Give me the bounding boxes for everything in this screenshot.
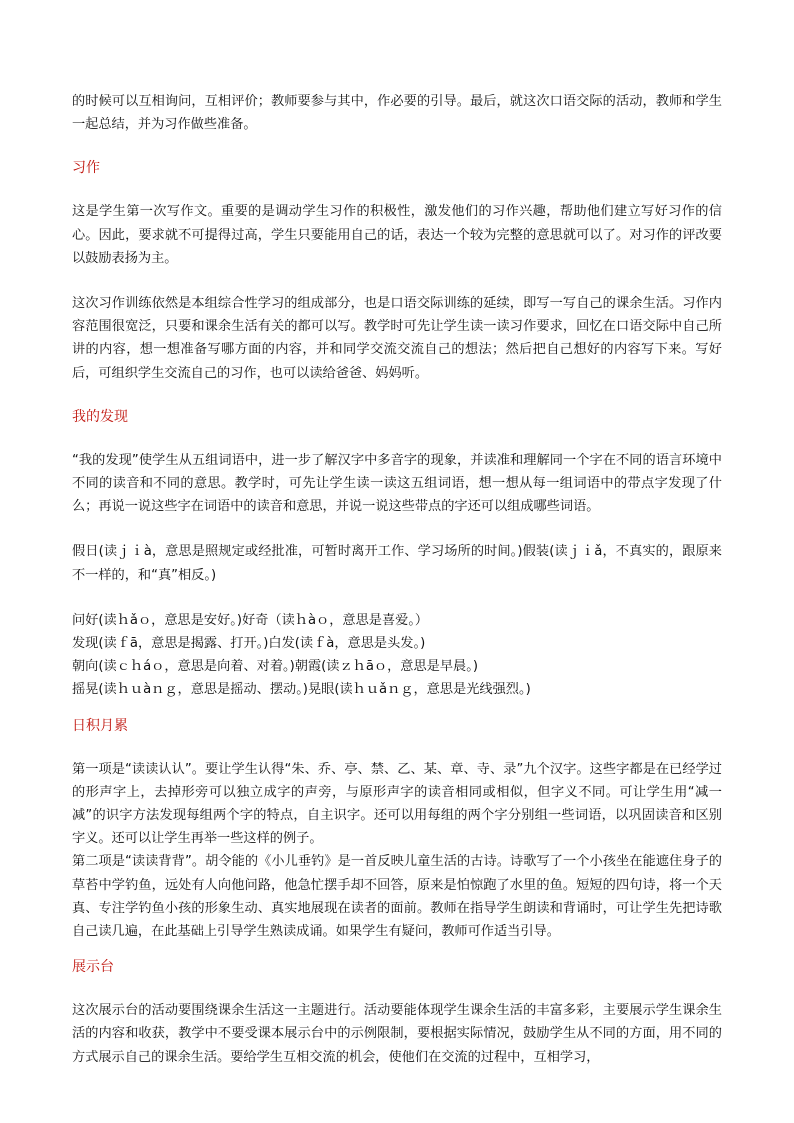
pronunciation-line: 摇晃(读ｈｕàｎｇ，意思是摇动、摆动。)晃眼(读ｈｕǎｎｇ，意思是光线强烈。) (72, 682, 531, 698)
paragraph: 这是学生第一次写作文。重要的是调动学生习作的积极性，激发他们的习作兴趣，帮助他们建立写好习作的信心。因此，要求就不可提得过高，学生只要能用自己的话，表达一个较为完整的意思就可以了。对习作的评改要以鼓励表扬为主。 (72, 204, 722, 266)
section-heading-my-discovery: 我的发现 (72, 408, 128, 425)
paragraph: 这次展示台的活动要围绕课余生活这一主题进行。活动要能体现学生课余生活的丰富多彩，主要展示学生课余生活的内容和收获，教学中不要受课本展示台中的示例限制，要根据实际情况，鼓励学生从不同的方面，用不同的方式展示自己的课余生活。要给学生互相交流的机会，使他们在交流的过程中，互相学习， (72, 1003, 722, 1065)
document-page (72, 90, 722, 1069)
section-heading-writing: 习作 (72, 160, 100, 177)
section-heading-showcase: 展示台 (72, 959, 114, 976)
paragraph: 第一项是“读读认认”。要让学生认得“朱、乔、亭、禁、乙、某、章、寺、录”九个汉字。这些字都是在已经学过的形声字上，去掉形旁可以独立成字的声旁，与原形声字的读音相同或相似，但字义不同。可让学生用“减一减”的识字方法发现每组两个字的特点，自主识字。还可以用每组的两个字分别组一些词语，以巩固读音和区别字义。还可以让学生再举一些这样的例子。 (72, 761, 722, 847)
pronunciation-line: 问好(读ｈǎｏ，意思是安好。)好奇（读ｈàｏ，意思是喜爱。） (72, 612, 429, 628)
paragraph: “我的发现”使学生从五组词语中，进一步了解汉字中多音字的现象，并读准和理解同一个字在不同的语言环境中不同的读音和不同的意思。教学时，可先让学生读一读这五组词语，想一想从每一组词语中的带点字发现了什么；再说一说这些字在词语中的读音和意思，并说一说这些带点的字还可以组成哪些词语。 (72, 452, 722, 515)
paragraph: 的时候可以互相询问，互相评价；教师要参与其中，作必要的引导。最后，就这次口语交际的活动，教师和学生一起总结，并为习作做些准备。 (72, 94, 722, 133)
paragraph: 假日(读ｊｉà，意思是照规定或经批准，可暂时离开工作、学习场所的时间。)假装(读ｊｉǎ，不真实的，跟原来不一样的，和“真”相反。) (72, 544, 722, 583)
paragraph: 这次习作训练依然是本组综合性学习的组成部分，也是口语交际训练的延续，即写一写自己的课余生活。习作内容范围很宽泛，只要和课余生活有关的都可以写。教学时可先让学生读一读习作要求，回忆在口语交际中自己所讲的内容，想一想准备写哪方面的内容，并和同学交流交流自己的想法；然后把自己想好的内容写下来。写好后，可组织学生交流自己的习作，也可以读给爸爸、妈妈听。 (72, 296, 722, 381)
paragraph: 第二项是“读读背背”。胡令能的《小儿垂钓》是一首反映儿童生活的古诗。诗歌写了一个小孩坐在能遮住身子的草苔中学钓鱼，远处有人向他问路，他急忙摆手却不回答，原来是怕惊跑了水里的鱼。短短的四句诗，将一个天真、专注学钓鱼小孩的形象生动、真实地展现在读者的面前。教师在指导学生朗读和背诵时，可让学生先把诗歌自己读几遍，在此基础上引导学生熟读成诵。如果学生有疑问，教师可作适当引导。 (72, 854, 722, 940)
pronunciation-line: 发现(读ｆā，意思是揭露、打开。)白发(读ｆà，意思是头发。) (72, 636, 426, 652)
pronunciation-line: 朝向(读ｃｈáｏ，意思是向着、对着。)朝霞(读ｚｈāｏ，意思是早晨。) (72, 659, 478, 675)
section-heading-daily-accumulation: 日积月累 (72, 717, 128, 734)
